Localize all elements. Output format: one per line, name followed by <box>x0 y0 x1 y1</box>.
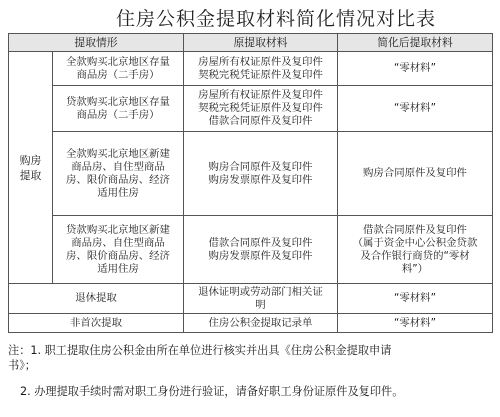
notes-section <box>8 343 494 399</box>
table-row <box>9 52 493 86</box>
simplified-materials-cell: “零材料” <box>338 86 493 132</box>
original-materials-cell: 退休证明或劳动部门相关证 明 <box>184 284 338 314</box>
simplified-materials-cell: “零材料” <box>338 52 493 86</box>
table-header-row <box>9 34 493 52</box>
table-row <box>9 132 493 216</box>
situation-cell: 贷款购买北京地区新建 商品房、自住型商品 房、限价商品房、经济 适用住房 <box>53 216 184 284</box>
table-row <box>9 86 493 132</box>
header-situation: 提取情形 <box>9 34 184 52</box>
simplified-materials-cell: 购房合同原件及复印件 <box>338 132 493 216</box>
situation-cell: 全款购买北京地区新建 商品房、自住型商品 房、限价商品房、经济 适用住房 <box>53 132 184 216</box>
original-materials-cell: 住房公积金提取记录单 <box>184 314 338 333</box>
header-simplified-materials: 简化后提取材料 <box>338 34 493 52</box>
table-row <box>9 314 493 333</box>
simplified-materials-cell: “零材料” <box>338 314 493 333</box>
note-2: 2. 办理提取手续时需对职工身份进行验证，请备好职工身份证原件及复印件。 <box>20 385 404 398</box>
original-materials-cell: 房屋所有权证原件及复印件 契税完税凭证原件及复印件 <box>184 52 338 86</box>
situation-cell: 非首次提取 <box>9 314 184 333</box>
original-materials-cell: 房屋所有权证原件及复印件 契税完税凭证原件及复印件 借款合同原件及复印件 <box>184 86 338 132</box>
header-original-materials: 原提取材料 <box>184 34 338 52</box>
situation-cell: 全款购买北京地区存量 商品房（二手房） <box>53 52 184 86</box>
situation-cell: 贷款购买北京地区存量 商品房（二手房） <box>53 86 184 132</box>
situation-cell: 退休提取 <box>9 284 184 314</box>
table-row <box>9 284 493 314</box>
page-title: 住房公积金提取材料简化情况对比表 <box>115 8 436 30</box>
table-row <box>9 216 493 284</box>
comparison-table <box>8 33 493 333</box>
note-1-text: 1. 职工提取住房公积金由所在单位进行核实并出具《住房公积金提取申请 <box>30 344 392 357</box>
simplified-materials-cell: “零材料” <box>338 284 493 314</box>
original-materials-cell: 借款合同原件及复印件 购房发票原件及复印件 <box>184 216 338 284</box>
note-1 <box>8 343 494 358</box>
group-label-purchase: 购房 提取 <box>9 52 53 284</box>
original-materials-cell: 购房合同原件及复印件 购房发票原件及复印件 <box>184 132 338 216</box>
notes-prefix: 注： <box>8 344 31 357</box>
simplified-materials-cell: 借款合同原件及复印件 （属于资金中心公积金贷款 及合作银行商贷的“零材 料”） <box>338 216 493 284</box>
note-1-continuation: 书》； <box>8 359 36 372</box>
